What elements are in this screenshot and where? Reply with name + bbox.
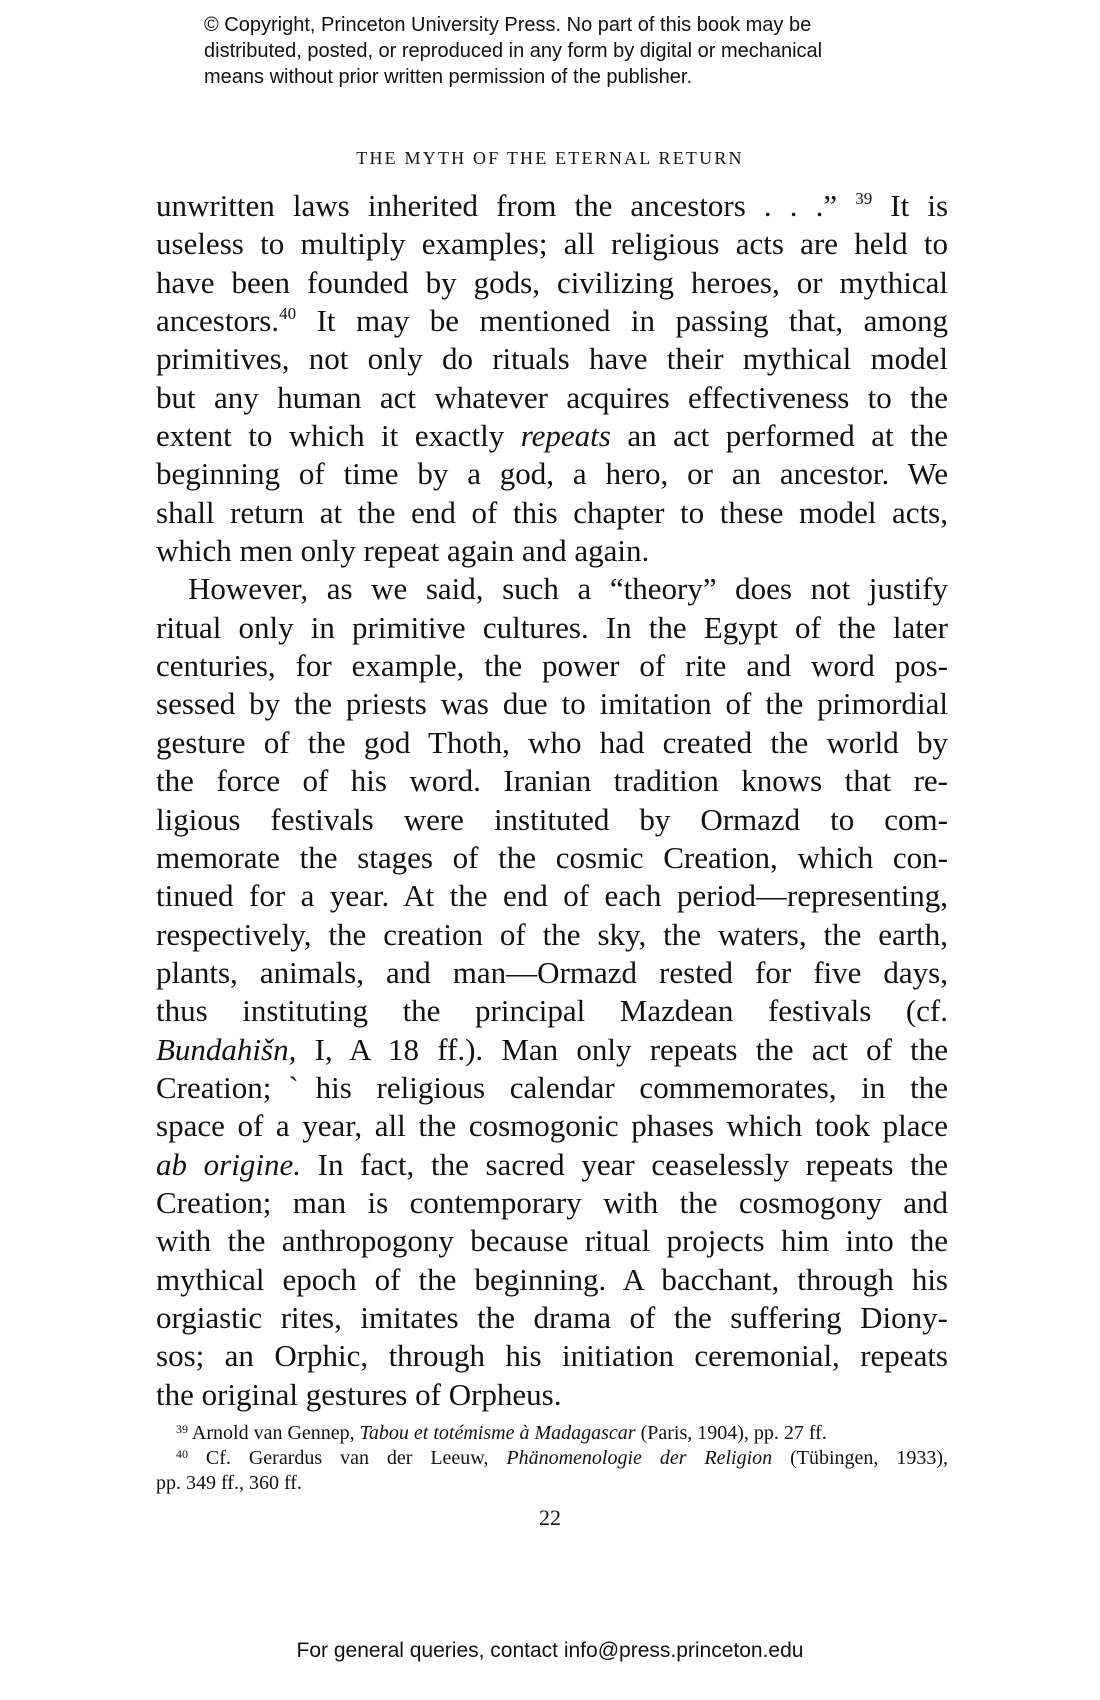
body-text (156, 187, 948, 1414)
text-line (156, 187, 948, 225)
text-run: (Paris, 1904), pp. 27 ff. (640, 1422, 827, 1444)
footnote-40 (156, 1446, 948, 1471)
text-line (156, 302, 948, 340)
text-line: tinued for a year. At the end of each period—representing, (156, 878, 948, 914)
text-line (156, 1146, 948, 1184)
footnote-ref-40: 40 (279, 304, 297, 324)
text-line: the original gestures of Orpheus. (156, 1376, 562, 1412)
text-line: mythical epoch of the beginning. A bacchant, through his (156, 1261, 948, 1297)
text-line: useless to multiply examples; all religious acts are held to (156, 226, 948, 262)
text-line: space of a year, all the cosmogonic phases which took place (156, 1108, 948, 1144)
footnote-ref-39: 39 (855, 189, 873, 208)
text-line: have been founded by gods, civilizing heroes, or mythical (156, 264, 948, 300)
text-run: It is (890, 188, 949, 223)
footnote-40-continued: pp. 349 ff., 360 ff. (156, 1472, 302, 1494)
text-line: memorate the stages of the cosmic Creation, which con- (156, 839, 948, 875)
footnote-39 (156, 1421, 948, 1446)
text-line (156, 417, 948, 455)
text-line: but any human act whatever acquires effectiveness to the (156, 379, 948, 415)
text-run: (Tübingen, 1933), (790, 1447, 948, 1469)
text-line: gesture of the god Thoth, who had created the world by (156, 724, 948, 760)
text-line: ligious festivals were instituted by Ormazd to com- (156, 801, 948, 837)
text-run: ancestors. (156, 303, 280, 339)
text-run: an act performed at the (627, 418, 948, 454)
text-line: ritual only in primitive cultures. In the Egypt of the later (156, 609, 948, 645)
text-line: shall return at the end of this chapter to these model acts, (156, 494, 948, 530)
page-number: 22 (539, 1505, 561, 1530)
text-run: In fact, the sacred year ceaselessly repeats the (317, 1146, 948, 1182)
text-line: Creation;ˋhis religious calendar commemorates, in the (156, 1069, 948, 1105)
text-line: which men only repeat again and again. (156, 533, 650, 569)
footer-contact: For general queries, contact info@press.princeton.edu (296, 1639, 804, 1662)
footnote-marker: 39 (176, 1422, 188, 1436)
text-run: unwritten laws inherited from the ancestors . . .” (156, 188, 838, 223)
running-head: THE MYTH OF THE ETERNAL RETURN (356, 148, 744, 168)
text-line: sessed by the priests was due to imitation of the primordial (156, 686, 948, 722)
copyright-notice (204, 12, 924, 90)
footnote-marker: 40 (176, 1447, 188, 1461)
emphasis: Bundahišn, (156, 1031, 297, 1067)
copyright-line: distributed, posted, or reproduced in any form by digital or mechanical (204, 40, 823, 62)
emphasis: ab origine. (156, 1146, 301, 1182)
text-line: centuries, for example, the power of rite and word pos- (156, 648, 948, 684)
text-line: with the anthropogony because ritual projects him into the (156, 1223, 948, 1259)
copyright-line: © Copyright, Princeton University Press. No part of this book may be (204, 14, 812, 36)
text-line: beginning of time by a god, a hero, or an ancestor. We (156, 456, 948, 492)
footnotes (156, 1421, 948, 1496)
text-line (156, 1031, 948, 1069)
text-line: the force of his word. Iranian tradition knows that re- (156, 763, 948, 799)
text-line: respectively, the creation of the sky, the waters, the earth, (156, 916, 948, 952)
text-line: sos; an Orphic, through his initiation ceremonial, repeats (156, 1338, 948, 1374)
text-run: extent to which it exactly (156, 418, 505, 454)
text-line: However, as we said, such a “theory” does not justify (188, 571, 948, 607)
emphasis: repeats (520, 418, 611, 454)
text-line: orgiastic rites, imitates the drama of the suffering Diony- (156, 1299, 948, 1335)
text-run: Cf. Gerardus van der Leeuw, (205, 1447, 489, 1469)
text-run: I, A 18 ff.). Man only repeats the act of the (314, 1031, 949, 1067)
text-run: Arnold van Gennep, (191, 1422, 355, 1444)
text-line: plants, animals, and man—Ormazd rested for five days, (156, 954, 948, 990)
emphasis: Phänomenologie der Religion (506, 1447, 773, 1469)
emphasis: Tabou et totémisme à Madagascar (359, 1422, 636, 1444)
copyright-line: means without prior written permission of the publisher. (204, 66, 693, 88)
text-line: primitives, not only do rituals have their mythical model (156, 341, 948, 377)
text-run: It may be mentioned in passing that, among (316, 303, 948, 339)
text-line: Creation; man is contemporary with the cosmogony and (156, 1184, 948, 1220)
text-line: thus instituting the principal Mazdean festivals (cf. (156, 993, 948, 1029)
